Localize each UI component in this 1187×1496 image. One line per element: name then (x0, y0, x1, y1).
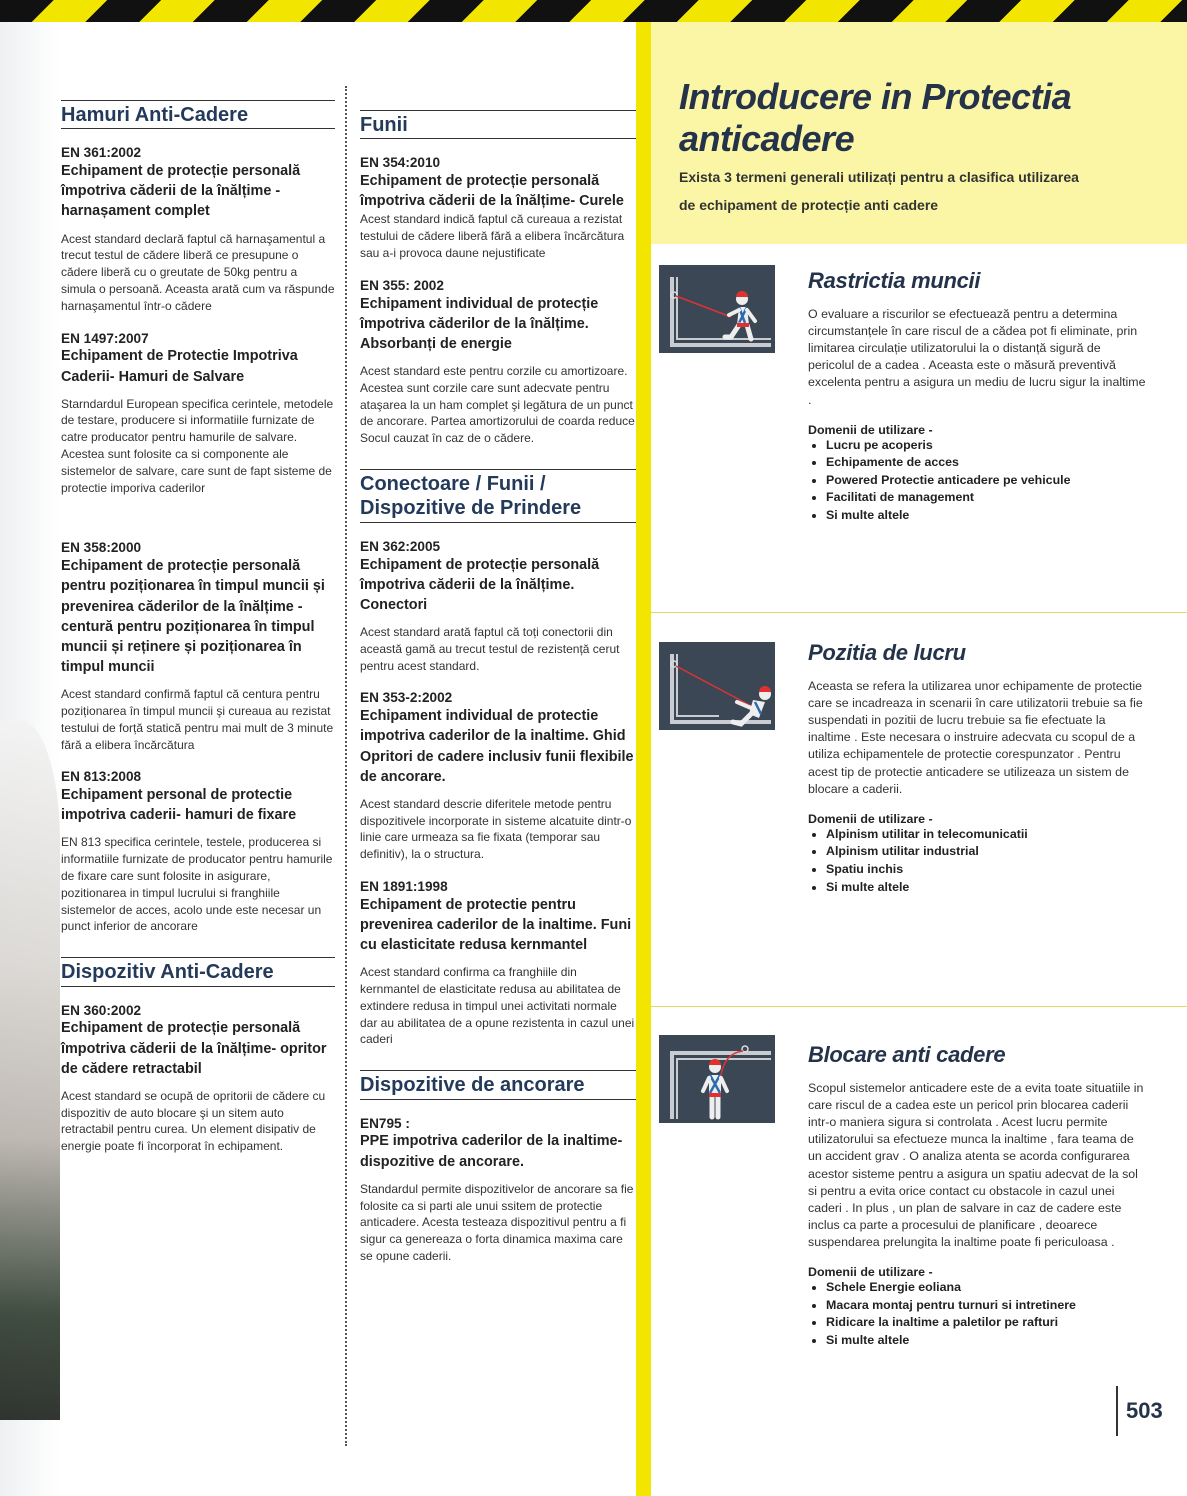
standard-code: EN795 : (360, 1115, 410, 1131)
standard-code: EN 360:2002 (61, 1002, 142, 1018)
standard-description: Acest standard arată faptul că toți conectorii din această gamă au trecut testul de rezistență cerut pentru acest standard. (360, 625, 620, 673)
standard-code: EN 353-2:2002 (360, 690, 453, 706)
yellow-vertical-bar (636, 22, 651, 1496)
domains-list (808, 1279, 1148, 1349)
worker-photo-edge (0, 720, 60, 1420)
section-title-dispozitiv: Dispozitiv Anti-Cadere (61, 957, 335, 986)
list-item: • Ridicare la inaltime a paletilor pe rafturi (826, 1314, 1148, 1332)
block-heading: Blocare anti cadere (808, 1042, 1006, 1067)
standard-title: Echipament de protectie pentru prevenirea caderilor de la inaltime. Funi cu elasticitate redusa kernmantel (360, 896, 632, 954)
block-text: Aceasta se refera la utilizarea unor echipamente de protectie care se incadreaza in scenarii în care utilizatorii trebuie sa fie suspendati in pozitii de lucru trebuie sa fie efectuate la inaltime . Este necesara o instruire adecvata cu scopul de a utiliza echipamentele de protectie corespunzator . Pentru acest tip de protectie anticadere se utilizeaza un sistem de blocare a caderii. (808, 679, 1143, 796)
domains-label: Domenii de utilizare - (808, 422, 933, 437)
standard-description: Acest standard este pentru corzile cu amortizoare. Acestea sunt corzile care sunt adecvate pentru ataşarea la un ham complet şi legătura de un punct de ancorare. Partea amortizorului de coarda reduce Socul cauzat în caz de o cădere. (360, 364, 635, 446)
list-item: • Spatiu inchis (826, 861, 1148, 879)
standard-title: Echipament de protecție personală împotriva căderii de la înălțime - harnașament complet (61, 163, 301, 220)
standard-code: EN 362:2005 (360, 538, 441, 554)
standard-description: Acest standard confirma ca franghiile din kernmantel de elasticitate redusa au abilitatea de extindere redusa in timpul unei activitati normale dar au abilitatea de a opune rezistenta in cazul unei caderi (360, 965, 635, 1047)
list-item: • Lucru pe acoperis (826, 437, 1148, 455)
section-title-funii: Funii (360, 110, 636, 139)
list-item: • Alpinism utilitar in telecomunicatii (826, 826, 1148, 844)
domains-list (808, 437, 1148, 525)
block-heading: Rastrictia muncii (808, 268, 981, 293)
standard-description: Acest standard confirmă faptul că centura pentru poziționarea în timpul muncii şi cureaua au rezistat testului de forță statică pentru mai mult de 3 minute fără a elibera încărcătura (61, 687, 334, 752)
standard-code: EN 1891:1998 (360, 879, 448, 895)
list-item: • Si multe altele (826, 1332, 1148, 1350)
block-text: Scopul sistemelor anticadere este de a evita toate situatiile in care riscul de a cadea este un pericol prin blocarea caderii intr-o maniera sigura si controlata . Acest lucru permite utilizatorului sa efectueze munca la inaltime , fara teama de un accident grav . O analiza atenta se acorda configurarea acestor sisteme pentru a asigura un spatiu adecvat de la sol si pentru a evita orice contact cu obstacole in cazul unei caderi . In plus , un plan de salvare in caz de cadere este inclus ca parte a procesului de planificare , deoarece suspendarea prelungita la inaltime poate fi periculoasa . (808, 1081, 1144, 1249)
standard-title: Echipament personal de protectie impotriva caderii- hamuri de fixare (61, 787, 297, 824)
work-positioning-pictogram-icon (659, 642, 775, 730)
standard-description: Standardul permite dispozitivelor de ancorare sa fie folosite ca si parti ale unui ssitem de protectie anticadere. Acesta testeaza dispozitivul pentru a fi sigur ca genereaza o forta dinamica maxima care se opune caderii. (360, 1181, 634, 1263)
standard-code: EN 358:2000 (61, 540, 142, 556)
list-item: • Si multe altele (826, 879, 1148, 897)
worker-restraint-pictogram-icon (659, 265, 775, 353)
list-item: • Schele Energie eoliana (826, 1279, 1148, 1297)
standard-code: EN 1497:2007 (61, 330, 149, 346)
list-item: • Echipamente de acces (826, 454, 1148, 472)
standard-description: Acest standard se ocupă de opritorii de cădere cu dispozitiv de auto blocare şi un sitem auto retractabil pentru curea. Un element disipativ de energie poate fi încorporat în echipament. (61, 1088, 326, 1154)
page-number: 503 (1126, 1398, 1163, 1423)
section-title-conectoare: Conectoare / Funii / Dispozitive de Prindere (360, 469, 636, 523)
standard-title: Echipament de protecție personală pentru poziționarea în timpul muncii și prevenirea căderilor de la înălțime - centură pentru poziționarea în timpul muncii și reținere și poziționarea în timpul muncii (61, 558, 325, 676)
block-text: O evaluare a riscurilor se efectuează pentru a determina circumstanțele în care riscul de a cădea pot fi eliminate, prin limitarea circulație utilizatorului la o distanță sigură de pericolul de a cadea . Aceasta este o măsură preventivă excelenta pentru a asigura un mediu de lucru sigur la inaltime . (808, 307, 1146, 407)
spacer (61, 506, 335, 540)
info-block-positioning (808, 640, 1148, 896)
list-item: • Si multe altele (826, 507, 1148, 525)
standard-title: Echipament de protecție personală împotriva căderii de la înălțime. Conectori (360, 556, 600, 613)
domains-label: Domenii de utilizare - (808, 1265, 933, 1280)
standard-title: PPE impotriva caderilor de la inaltime- dispozitive de ancorare. (360, 1133, 623, 1170)
standard-code: EN 355: 2002 (360, 277, 444, 293)
intro-title: Introducere in Protectia anticadere (679, 76, 1072, 159)
section-title-ancorare: Dispozitive de ancorare (360, 1070, 636, 1099)
standard-code: EN 813:2008 (61, 769, 142, 785)
separator-line (651, 1006, 1187, 1007)
standard-description: Acest standard declară faptul că harnaşamentul a trecut testul de cădere liberă ce presupune o cădere liberă cu o greutate de 50kg pentru a simula o persoană. Aceasta arată cum va răspunde harnaşamentul într-o cădere (61, 231, 335, 313)
standard-title: Echipament de protecție personală împotriva căderii de la înălțime- opritor de cădere retractabil (61, 1020, 327, 1077)
list-item: • Facilitati de management (826, 489, 1148, 507)
section-title-hamuri: Hamuri Anti-Cadere (61, 100, 335, 129)
domains-label: Domenii de utilizare - (808, 811, 933, 826)
column-divider (345, 86, 347, 1446)
standard-description: EN 813 specifica cerintele, testele, producerea si informatiile furnizate de producator pentru hamurile de fixare care sunt folosite in asigurare, pozitionarea in timpul lucrului si franghiile sistemelor de acces, acolo unde este necesar un punct inferior de ancorare (61, 835, 333, 934)
standard-title: Echipament de protecție personală împotriva căderii de la înălțime- Curele (360, 173, 624, 210)
standard-title: Echipament individual de protecție împotriva căderilor de la înălțime. Absorbanți de energie (360, 295, 599, 352)
left-column (61, 100, 335, 1165)
list-item: • Alpinism utilitar industrial (826, 843, 1148, 861)
list-item: • Powered Protectie anticadere pe vehicule (826, 472, 1148, 490)
info-block-arrest (808, 1042, 1148, 1350)
page-number-bar (1116, 1386, 1118, 1436)
standard-description: Starndardul European specifica cerintele, metodele de testare, producere si informatiile furnizate de catre producator pentru hamurile de salvare. Acestea sunt folosite ca si componente ale sistemelor de salvare, care sunt de fapt sisteme de protectie imporiva caderilor (61, 396, 334, 495)
middle-column (360, 110, 636, 1275)
standard-code: EN 354:2010 (360, 155, 441, 171)
standard-description: Acest standard descrie diferitele metode pentru dispozitivele incorporate in sisteme alcatuite dintr-o linie care urmeaza sa fie fixata (temporar sau definitiv), la o structura. (360, 796, 632, 862)
standard-title: Echipament de Protectie Impotriva Caderii- Hamuri de Salvare (61, 348, 298, 385)
standard-description: Acest standard indică faptul că cureaua a rezistat testului de cădere liberă fără a elibera încărcătura sau a-i provoca daune nejustificate (360, 212, 625, 261)
separator-line (651, 612, 1187, 613)
standard-code: EN 361:2002 (61, 145, 142, 161)
list-item: • Macara montaj pentru turnuri si intretinere (826, 1297, 1148, 1315)
fall-arrest-pictogram-icon (659, 1035, 775, 1123)
domains-list (808, 826, 1148, 896)
hazard-stripe-banner (0, 0, 1187, 22)
intro-subtitle: Exista 3 termeni generali utilizați pentru a clasifica utilizarea de echipament de protecție anti cadere (679, 169, 1079, 213)
standard-title: Echipament individual de protectie impotriva caderilor de la inaltime. Ghid Opritori de cadere inclusiv funii flexibile de ancorare. (360, 708, 634, 785)
block-heading: Pozitia de lucru (808, 640, 966, 665)
info-block-restriction (808, 268, 1148, 525)
